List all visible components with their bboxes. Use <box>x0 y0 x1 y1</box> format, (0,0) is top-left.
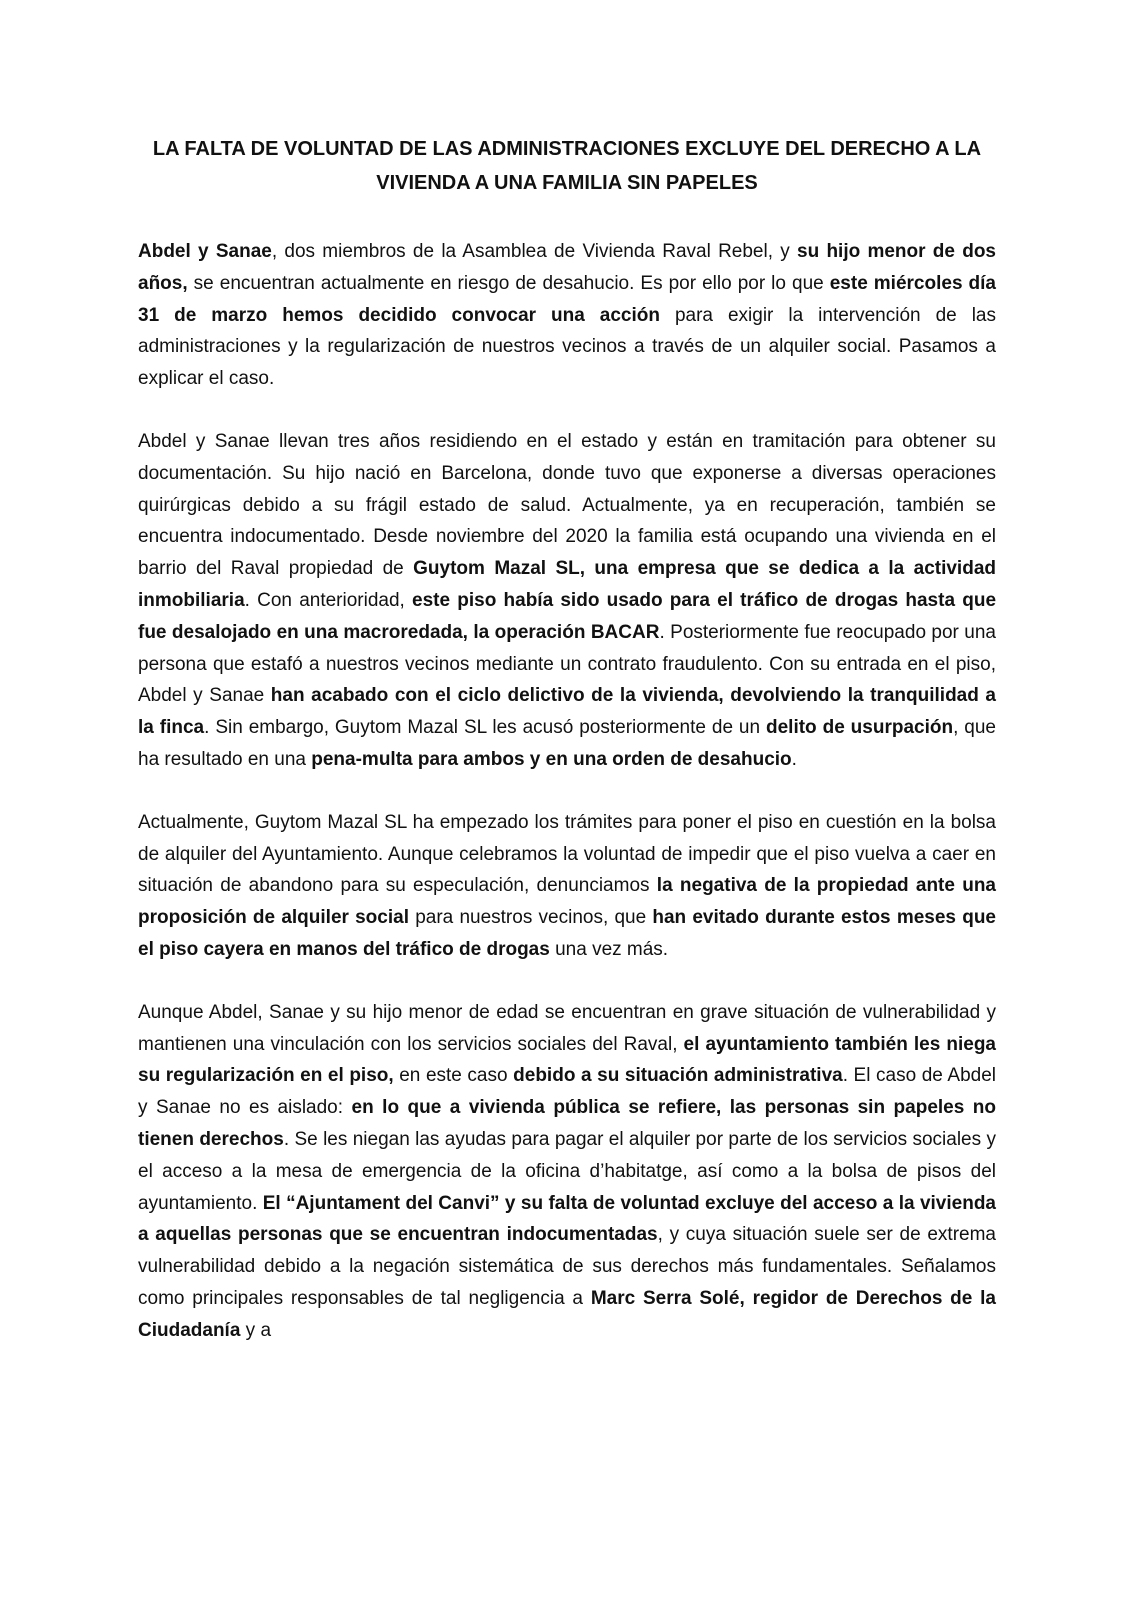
bold-text-run: El “Ajuntament del Canvi” y su falta de voluntad excluye del acceso a la vivienda a aquellas personas que se encuentran indocumentadas <box>138 1192 996 1246</box>
text-run: . Con anterioridad, <box>244 589 413 611</box>
bold-text-run: la negativa de la propiedad ante una proposición de alquiler social <box>138 875 996 929</box>
document-title: LA FALTA DE VOLUNTAD DE LAS ADMINISTRACIONES EXCLUYE DEL DERECHO A LA VIVIENDA A UNA FAMILIA SIN PAPELES <box>152 138 982 194</box>
paragraph-1 <box>138 236 996 395</box>
text-run: , y cuya situación suele ser de extrema vulnerabilidad debido a la negación sistemática de sus derechos más fundamentales. Señalamos como principales responsables de tal negligencia a <box>138 1224 996 1309</box>
text-run: , que ha resultado en una <box>138 717 996 770</box>
bold-text-run: pena-multa para ambos y en una orden de desahucio <box>311 748 792 770</box>
text-run: , dos miembros de la Asamblea de Vivienda Raval Rebel, y <box>271 241 798 262</box>
text-run: y a <box>240 1319 272 1341</box>
paragraph-3 <box>138 807 996 966</box>
text-run: Aunque Abdel, Sanae y su hijo menor de edad se encuentran en grave situación de vulnerabilidad y mantienen una vinculación con los servicios sociales del Raval, <box>138 1001 996 1055</box>
text-run: para nuestros vecinos, que <box>408 907 653 929</box>
bold-text-run: Marc Serra Solé, regidor de Derechos de la Ciudadanía <box>138 1287 997 1341</box>
paragraph-2 <box>138 426 996 776</box>
bold-text-run: Guytom Mazal SL, una empresa que se dedica a la actividad inmobiliaria <box>138 558 996 611</box>
bold-text-run: en lo que a vivienda pública se refiere, las personas sin papeles no tienen derechos <box>138 1097 996 1150</box>
bold-text-run: el ayuntamiento también les niega su regularización en el piso, <box>138 1033 996 1087</box>
bold-text-run: debido a su situación administrativa <box>513 1065 843 1087</box>
text-run: . Sin embargo, Guytom Mazal SL les acusó posteriormente de un <box>204 717 766 739</box>
text-run: . <box>791 748 797 770</box>
document-body <box>138 132 996 1378</box>
text-run: Abdel y Sanae llevan tres años residiendo en el estado y están en tramitación para obtener su documentación. Su hijo nació en Barcelona, donde tuvo que exponerse a diversas operaciones quirúrgicas debido a su frágil estado de salud. Actualmente, ya en recuperación, también se encuentra indocumentado. Desde noviembre del 2020 la familia está ocupando una vivienda en el barrio del Raval propiedad de <box>138 430 996 580</box>
paragraph-4 <box>138 997 996 1347</box>
bold-text-run: delito de usurpación <box>766 717 954 739</box>
text-run: para exigir la intervención de las administraciones y la regularización de nuestros vecinos a través de un alquiler social. Pasamos a explicar el caso. <box>138 304 996 390</box>
bold-text-run: han evitado durante estos meses que el piso cayera en manos del tráfico de drogas <box>138 907 996 960</box>
bold-text-run: Abdel y Sanae <box>138 241 272 262</box>
bold-text-run: este piso había sido usado para el tráfico de drogas hasta que fue desalojado en una macroredada, la operación BACAR <box>138 589 997 643</box>
text-run: . El caso de Abdel y Sanae no es aislado: <box>138 1065 996 1119</box>
bold-text-run: han acabado con el ciclo delictivo de la vivienda, devolviendo la tranquilidad a la finca <box>138 685 997 739</box>
text-run: se encuentran actualmente en riesgo de desahucio. Es por ello por lo que <box>187 272 830 294</box>
bold-text-run: su hijo menor de dos años, <box>138 241 996 294</box>
text-run: . Se les niegan las ayudas para pagar el alquiler por parte de los servicios sociales y el acceso a la mesa de emergencia de la oficina d’habitatge, así como a la bolsa de pisos del ayuntamiento. <box>138 1128 996 1214</box>
text-run: Actualmente, Guytom Mazal SL ha empezado los trámites para poner el piso en cuestión en la bolsa de alquiler del Ayuntamiento. Aunque celebramos la voluntad de impedir que el piso vuelva a caer en situación de abandono para su especulación, denunciamos <box>138 811 996 897</box>
bold-text-run: este miércoles día 31 de marzo hemos decidido convocar una acción <box>138 272 996 326</box>
text-run: en este caso <box>393 1065 514 1087</box>
text-run: una vez más. <box>549 938 669 960</box>
text-run: . Posteriormente fue reocupado por una persona que estafó a nuestros vecinos mediante un contrato fraudulento. Con su entrada en el piso, Abdel y Sanae <box>138 621 996 707</box>
